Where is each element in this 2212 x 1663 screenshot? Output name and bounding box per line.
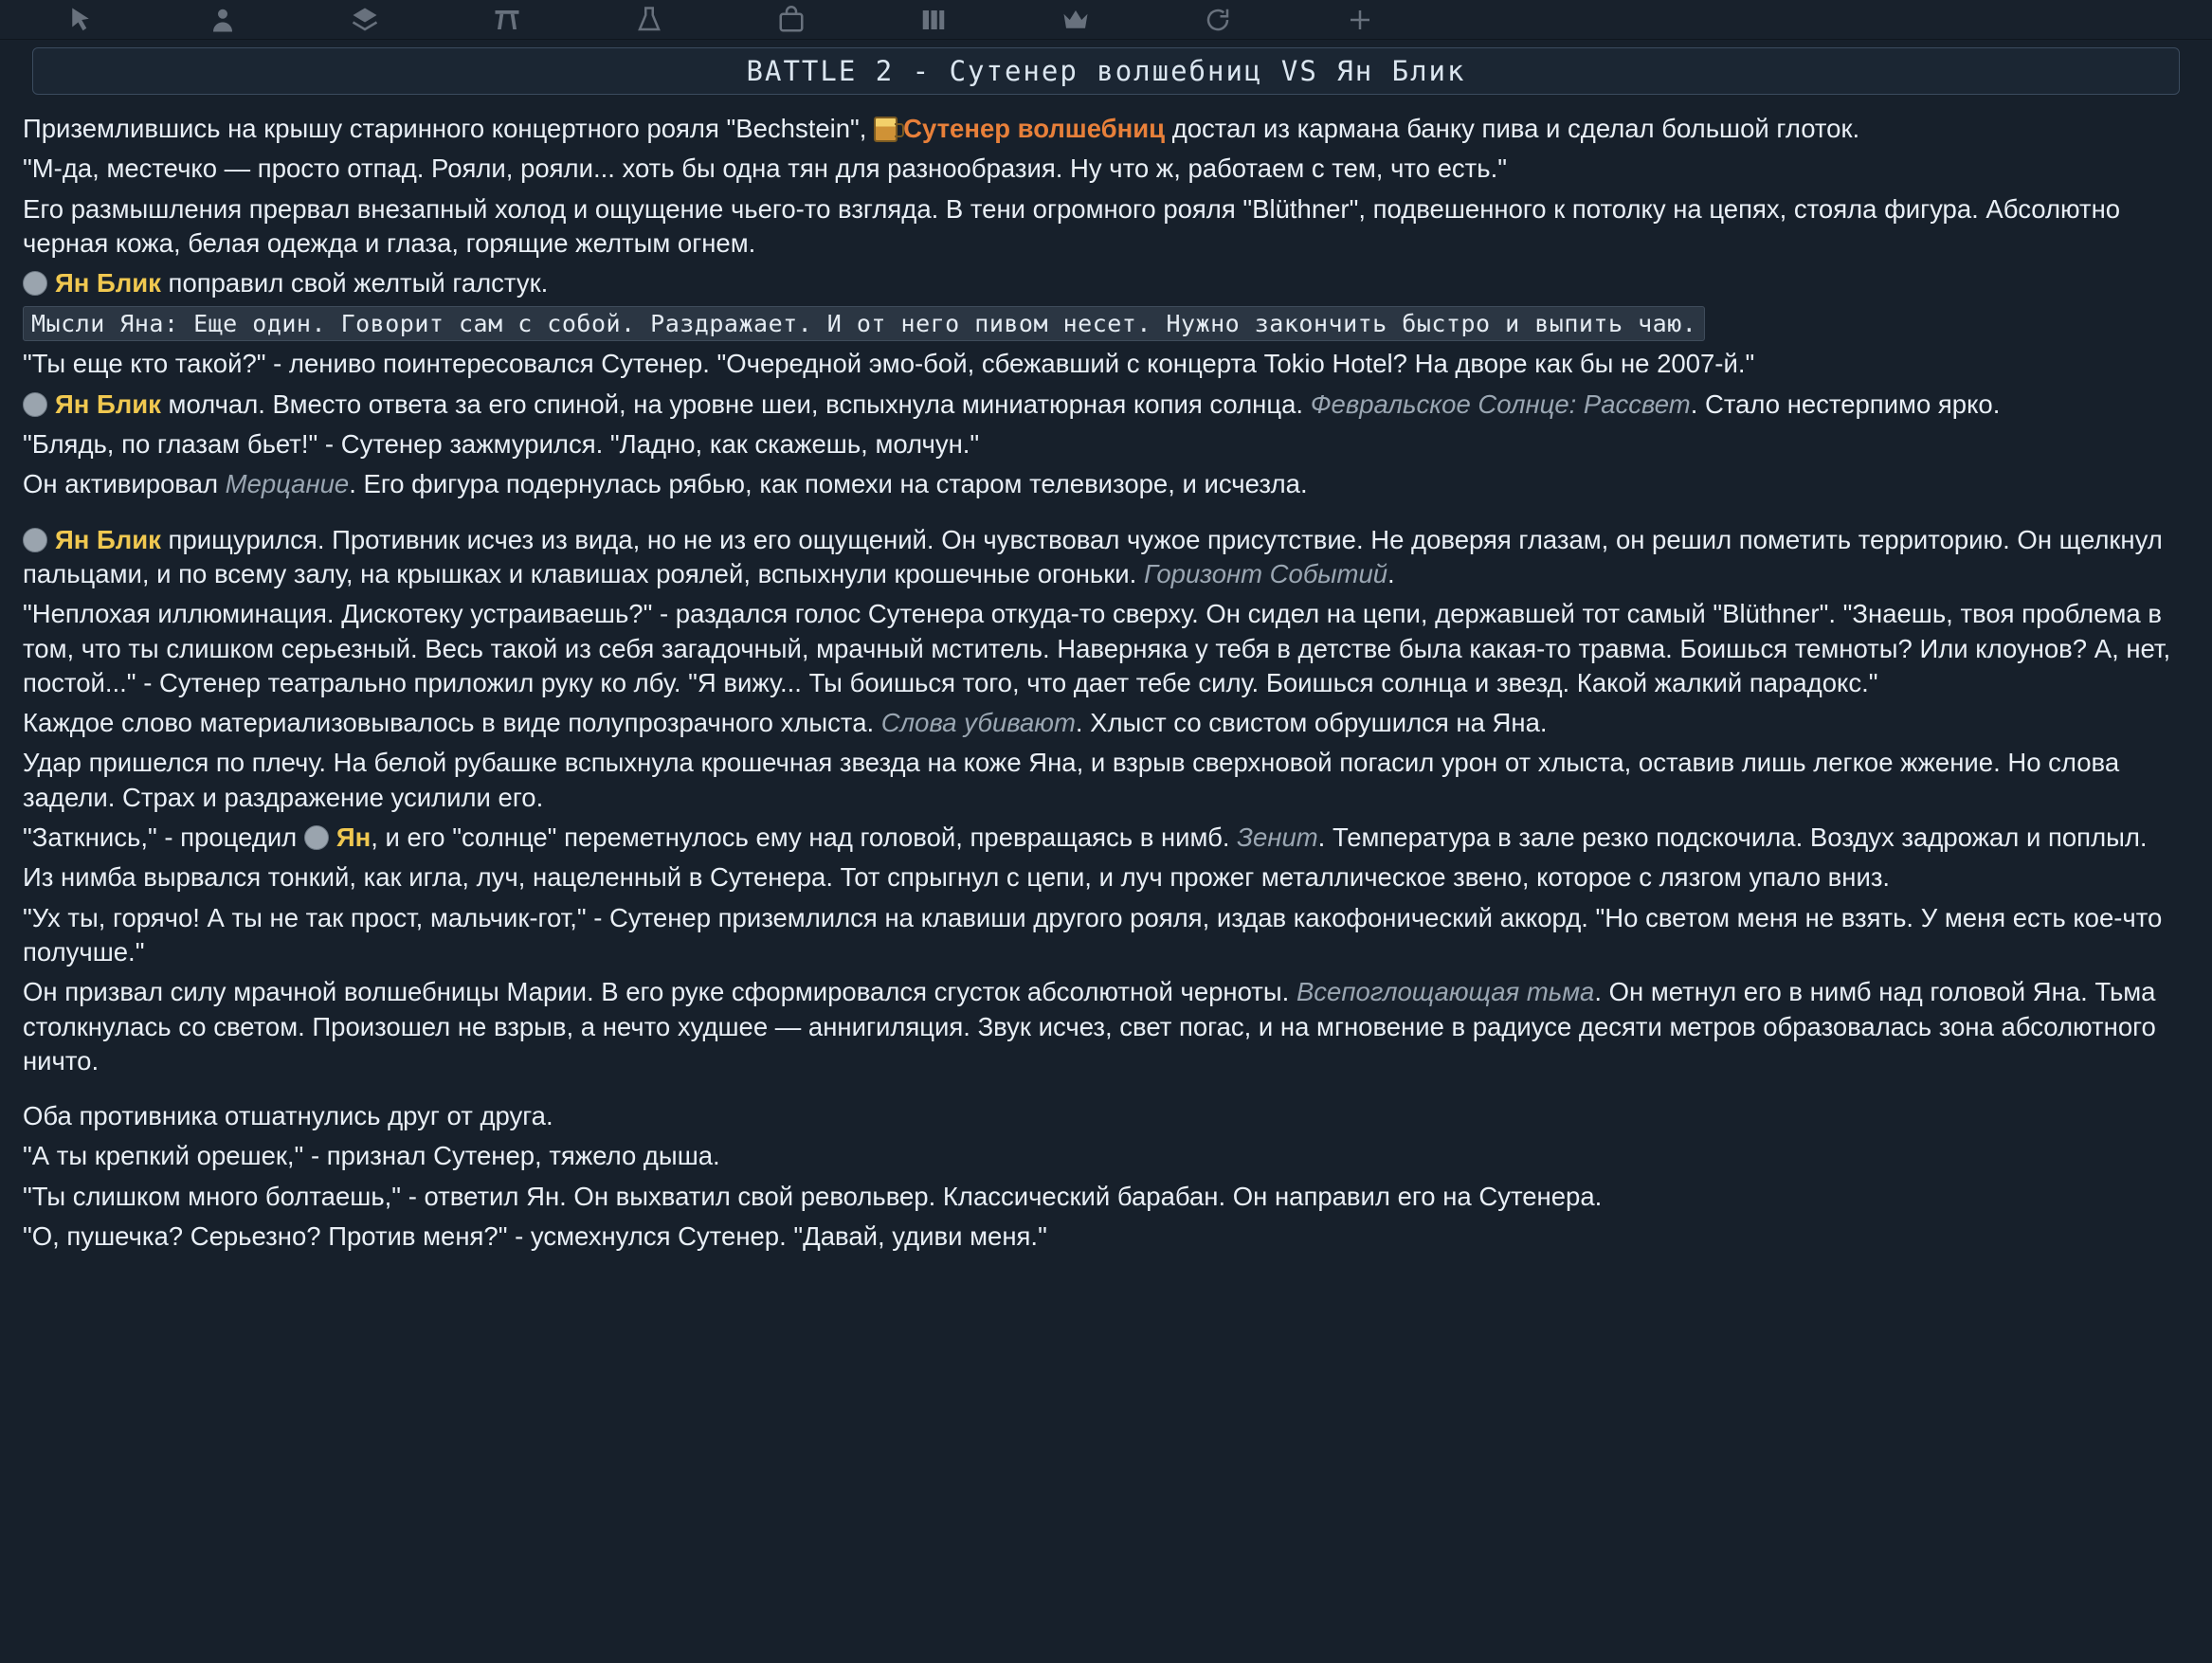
refresh-icon[interactable] xyxy=(1147,0,1289,40)
log-text: . xyxy=(1387,558,1395,588)
log-text: Он призвал силу мрачной волшебницы Марии. В его руке сформировался сгусток абсолютной черноты. xyxy=(23,977,1296,1007)
books-icon[interactable] xyxy=(862,0,1005,40)
log-paragraph xyxy=(23,706,2189,740)
log-text: прищурился. Противник исчез из вида, но не из его ощущений. Он чувствовал чужое присутствие. Не доверяя глазам, он решил пометить территорию. Он щелкнул пальцами, и по всему залу, на крышках и клавишах роялей, вспыхнули крошечные огоньки. xyxy=(23,524,2163,588)
log-paragraph xyxy=(23,388,2189,422)
log-paragraph: "Ты слишком много болтаешь," - ответил Ян. Он выхватил свой револьвер. Классический барабан. Он направил его на Сутенера. xyxy=(23,1181,1603,1211)
log-text: достал из кармана банку пива и сделал большой глоток. xyxy=(1165,114,1860,143)
log-paragraph xyxy=(23,975,2189,1078)
log-text: . Он метнул его в нимб над головой Яна. Тьма столкнулась со светом. Произошел не взрыв, а нечто худшее — аннигиляция. Звук исчез, свет погас, и на мгновение в радиусе десяти метров образовалась зона абсолютного ничто. xyxy=(23,977,2156,1076)
cursor-arrow-icon[interactable] xyxy=(9,0,152,40)
log-text: , и его "солнце" переметнулось ему над головой, превращаясь в нимб. xyxy=(371,822,1238,853)
log-text: . Стало нестерпимо ярко. xyxy=(1690,389,2001,419)
layers-icon[interactable] xyxy=(294,0,436,40)
log-paragraph xyxy=(23,266,2189,300)
speaker-name: Ян Блик xyxy=(55,268,161,298)
beer-icon xyxy=(874,117,897,142)
log-text: Приземлившись на крышу старинного концертного рояля "Bechstein", xyxy=(23,114,875,143)
log-text: "Заткнись," - процедил xyxy=(23,822,304,853)
person-icon[interactable] xyxy=(152,0,294,40)
avatar-dot-icon xyxy=(304,825,329,850)
plus-icon[interactable] xyxy=(1289,0,1431,40)
speaker-name: Ян Блик xyxy=(55,524,161,554)
page-title: BATTLE 2 - Сутенер волшебниц VS Ян Блик xyxy=(746,55,1466,87)
avatar-dot-icon xyxy=(23,392,47,417)
skill-name: Слова убивают xyxy=(880,708,1076,738)
battle-title-container xyxy=(0,40,2212,95)
thought-bubble: Мысли Яна: Еще один. Говорит сам с собой. Раздражает. И от него пивом несет. Нужно закончить быстро и выпить чаю. xyxy=(23,306,1705,341)
log-paragraph: Оба противника отшатнулись друг от друга. xyxy=(23,1101,553,1131)
skill-name: Мерцание xyxy=(225,469,350,499)
speaker-name: Ян Блик xyxy=(55,389,161,419)
avatar-dot-icon xyxy=(23,271,47,296)
log-paragraph: "А ты крепкий орешек," - признал Сутенер, тяжело дыша. xyxy=(23,1141,720,1171)
battle-log xyxy=(0,95,2212,1254)
log-text: поправил свой желтый галстук. xyxy=(160,268,549,298)
crown-icon[interactable] xyxy=(1005,0,1147,40)
avatar-dot-icon xyxy=(23,528,47,552)
log-paragraph: "Ух ты, горячо! А ты не так прост, мальчик-гот," - Сутенер приземлился на клавиши другого рояля, издав какофонический аккорд. "Но светом меня не взять. У меня есть кое-что получше." xyxy=(23,902,2163,967)
log-paragraph: Его размышления прервал внезапный холод и ощущение чьего-то взгляда. В тени огромного рояля "Blüthner", подвешенного к потолку на цепях, стояла фигура. Абсолютно черная кожа, белая одежда и глаза, горящие желтым огнем. xyxy=(23,193,2121,258)
log-paragraph: "О, пушечка? Серьезно? Против меня?" - усмехнулся Сутенер. "Давай, удиви меня." xyxy=(23,1221,1047,1252)
bag-icon[interactable] xyxy=(720,0,862,40)
log-paragraph xyxy=(23,467,2189,501)
log-thought-paragraph xyxy=(23,306,2189,341)
log-paragraph: Из нимба вырвался тонкий, как игла, луч, нацеленный в Сутенера. Тот спрыгнул с цепи, и луч прожег металлическое звено, которое с лязгом упало вниз. xyxy=(23,862,1891,893)
log-text: . Хлыст со свистом обрушился на Яна. xyxy=(1075,708,1548,738)
battle-title-bar xyxy=(32,47,2180,95)
log-paragraph: "Неплохая иллюминация. Дискотеку устраиваешь?" - раздался голос Сутенера откуда-то сверху. Он сидел на цепи, державшей тот самый "Blüthner". "Знаешь, твоя проблема в том, что ты слишком серьезный. Весь такой из себя загадочный, мрачный мститель. Наверняка у тебя в детстве была какая-то травма. Боишься темноты? Или клоунов? А, нет, постой..." - Сутенер театрально приложил руку ко лбу. "Я вижу... Ты боишься того, что дает тебе силу. Боишься солнца и звезд. Какой жалкий парадокс." xyxy=(23,599,2171,697)
podium-icon[interactable] xyxy=(436,0,578,40)
speaker-name: Ян xyxy=(335,822,372,853)
log-text: . Его фигура подернулась рябью, как помехи на старом телевизоре, и исчезла. xyxy=(349,469,1308,499)
speaker-name: Сутенер волшебниц xyxy=(903,114,1166,143)
flask-icon[interactable] xyxy=(578,0,720,40)
log-text: Он активировал xyxy=(23,469,226,499)
log-text: Каждое слово материализовывалось в виде полупрозрачного хлыста. xyxy=(23,708,881,738)
skill-name: Всепоглощающая тьма xyxy=(1296,977,1595,1007)
log-text: . Температура в зале резко подскочила. Воздух задрожал и поплыл. xyxy=(1317,822,2148,853)
top-toolbar xyxy=(0,0,2212,40)
log-paragraph xyxy=(23,523,2189,592)
skill-name: Горизонт Событий xyxy=(1143,558,1388,588)
log-paragraph: "Ты еще кто такой?" - лениво поинтересовался Сутенер. "Очередной эмо-бой, сбежавший с концерта Tokio Hotel? На дворе как бы не 2007-й." xyxy=(23,349,1755,379)
log-paragraph: "М-да, местечко — просто отпад. Рояли, рояли... хоть бы одна тян для разнообразия. Ну что ж, работаем с тем, что есть." xyxy=(23,154,1507,184)
log-text: молчал. Вместо ответа за его спиной, на уровне шеи, вспыхнула миниатюрная копия солнца. xyxy=(160,389,1311,419)
log-paragraph xyxy=(23,112,2189,146)
skill-name: Февральское Солнце: Рассвет xyxy=(1310,389,1691,419)
log-paragraph: Удар пришелся по плечу. На белой рубашке вспыхнула крошечная звезда на коже Яна, и взрыв сверхновой погасил урон от хлыста, оставив лишь легкое жжение. Но слова задели. Страх и раздражение усилили его. xyxy=(23,748,2120,812)
log-paragraph: "Блядь, по глазам бьет!" - Сутенер зажмурился. "Ладно, как скажешь, молчун." xyxy=(23,429,980,460)
log-paragraph xyxy=(23,821,2189,855)
skill-name: Зенит xyxy=(1237,822,1318,853)
